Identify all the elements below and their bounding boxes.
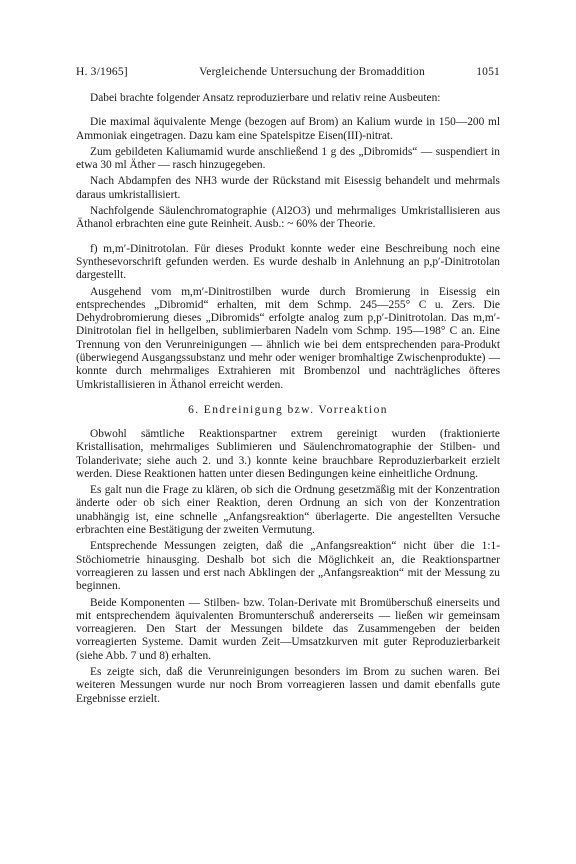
paragraph: Ausgehend vom m,m′-Dinitrostilben wurde durch Bromierung in Eisessig ein entsprechendes „Dibromid“ erhalten, mit dem Schmp. 245—255° C u. Zers. Die Dehydrobromierung dieses „Dibromids“ erfolgte analog zum p,p′-Dinitrotolan. Das m,m′-Dinitrotolan fiel in hellgelben, sublimierbaren Nadeln vom Schmp. 195—198° C an. Eine Trennung von den Verunreinigungen — ähnlich wie bei dem entsprechenden para-Produkt (überwiegend Ausgangssubstanz und mehr oder weniger bromhaltige Zwischenprodukte) — konnte durch mehrmaliges Extrahieren mit Brombenzol und nachträgliches öfteres Umkristallisieren in Äthanol erreicht werden. [76,285,500,391]
paragraph: f) m,m′-Dinitrotolan. Für dieses Produkt konnte weder eine Beschreibung noch eine Synthesevorschrift gefunden werden. Es wurde deshalb in Anlehnung an p,p′-Dinitrotolan dargestellt. [76,242,500,282]
paragraph: Obwohl sämtliche Reaktionspartner extrem gereinigt wurden (fraktionierte Kristallisation, mehrmaliges Sublimieren und Säulenchromatographie der Stilben- und Tolanderivate; siehe auch 2. und 3.) konnte keine brauchbare Reproduzierbarkeit erzielt werden. Diese Reaktionen hatten unter diesen Bedingungen keine einheitliche Ordnung. [76,427,500,480]
paragraph: Die maximal äquivalente Menge (bezogen auf Brom) an Kalium wurde in 150—200 ml Ammoniak eingetragen. Dazu kam eine Spatelspitze Eisen(III)-nitrat. [76,116,500,142]
issue-label: H. 3/1965] [76,66,128,78]
paragraph: Es galt nun die Frage zu klären, ob sich die Ordnung gesetzmäßig mit der Konzentration änderte oder ob sich einer Reaktion, deren Ordnung an sich von der Konzentration unabhängig ist, eine schnelle „Anfangsreaktion“ überlagerte. Die angestellten Versuche erbrachten eine Bestätigung der zweiten Vermutung. [76,484,500,537]
paragraph: Nachfolgende Säulenchromatographie (Al2O3) und mehrmaliges Umkristallisieren aus Äthanol erbrachten eine gute Reinheit. Ausb.: ~ 60% der Theorie. [76,205,500,231]
paragraph: Entsprechende Messungen zeigten, daß die „Anfangsreaktion“ nicht über die 1:1-Stöchiometrie hinausging. Deshalb bot sich die Möglichkeit an, die Reaktionspartner vorreagieren zu lassen und erst nach Abklingen der „Anfangsreaktion“ mit der Messung zu beginnen. [76,540,500,593]
paragraph: Zum gebildeten Kaliumamid wurde anschließend 1 g des „Dibromids“ — suspendiert in etwa 30 ml Äther — rasch hinzugegeben. [76,145,500,172]
running-title: Vergleichende Untersuchung der Bromaddition [199,66,425,78]
paragraph: Es zeigte sich, daß die Verunreinigungen besonders im Brom zu suchen waren. Bei weiteren Messungen wurde nur noch Brom vorreagieren lassen und damit ebenfalls gute Ergebnisse erzielt. [76,665,500,705]
running-header [76,66,500,78]
paragraph: Nach Abdampfen des NH3 wurde der Rückstand mit Eisessig behandelt und mehrmals daraus umkristallisiert. [76,175,500,201]
paragraph: Dabei brachte folgender Ansatz reproduzierbare und relativ reine Ausbeuten: [90,92,441,104]
document-page [76,66,500,706]
paragraph: Beide Komponenten — Stilben- bzw. Tolan-Derivate mit Bromüberschuß einerseits und mit entsprechendem äquivalenten Bromunterschuß andererseits — ließen wir gemeinsam vorreagieren. Den Start der Messungen bildete das Zusammengeben der beiden vorreagierten Systeme. Damit wurden Zeit—Umsatzkurven mit guter Reproduzierbarkeit (siehe Abb. 7 und 8) erhalten. [76,596,500,662]
page-number: 1051 [476,66,500,78]
section-heading: 6. Endreinigung bzw. Vorreaktion [188,403,388,416]
